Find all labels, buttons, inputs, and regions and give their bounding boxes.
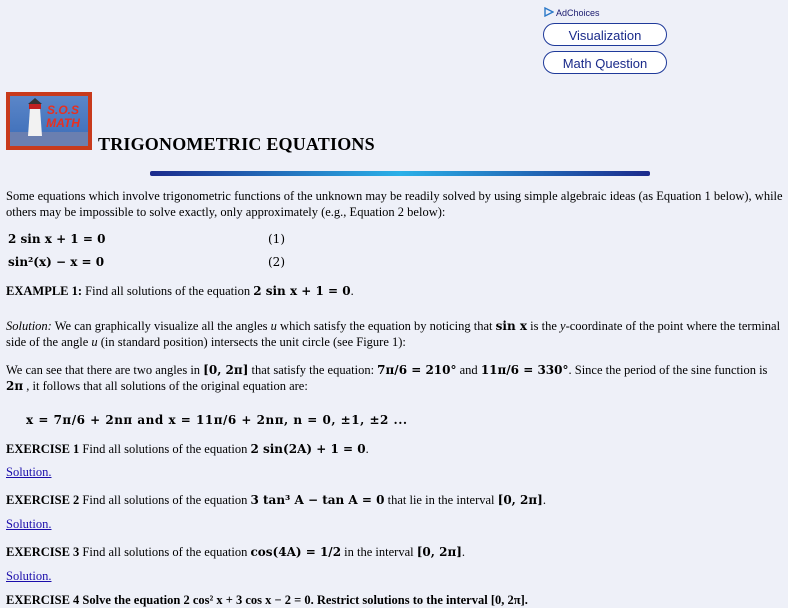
general-solution: x = 7π/6 + 2nπ and x = 11π/6 + 2nπ, n = 0, ±1, ±2 ... bbox=[26, 413, 408, 427]
math-question-button[interactable]: Math Question bbox=[543, 51, 667, 74]
exercise-2-text: that lie in the interval bbox=[387, 493, 495, 507]
exercise-3-end: . bbox=[461, 545, 466, 559]
example-1-math: 2 sin x + 1 = 0 bbox=[253, 284, 351, 298]
see-text: . Since the period of the sine function is bbox=[568, 363, 768, 377]
exercise-2-math: 3 tan³ A − tan A = 0 bbox=[250, 493, 385, 507]
solution-paragraph bbox=[6, 318, 784, 350]
see-text: that satisfy the equation: bbox=[251, 363, 375, 377]
exercise-2-text: Find all solutions of the equation bbox=[82, 493, 248, 507]
exercise-2-solution-link[interactable]: Solution. bbox=[6, 517, 52, 531]
exercise-1-text: Find all solutions of the equation bbox=[82, 442, 248, 456]
exercise-1-solution-link[interactable]: Solution. bbox=[6, 465, 52, 479]
example-1-label: EXAMPLE 1: bbox=[6, 284, 83, 298]
exercise-2-interval: [0, 2π] bbox=[497, 493, 543, 507]
see-paragraph bbox=[6, 362, 784, 394]
logo-text: S.O.S MATH bbox=[46, 103, 80, 130]
exercise-1 bbox=[6, 441, 784, 457]
example-1-text: Find all solutions of the equation bbox=[85, 284, 251, 298]
adchoices-link[interactable] bbox=[544, 7, 600, 19]
equation-1-number: (1) bbox=[268, 232, 285, 246]
exercise-4-partial: EXERCISE 4 Solve the equation 2 cos² x + 3 cos x − 2 = 0. Restrict solutions to the interval [0, 2π]. bbox=[6, 593, 528, 607]
solution-text: which satisfy the equation by noticing that bbox=[280, 319, 493, 333]
title-divider bbox=[150, 171, 650, 176]
see-text: and bbox=[459, 363, 478, 377]
solution-text: -coordinate of the point where the terminal side of the angle bbox=[6, 319, 781, 349]
solution-text: We can graphically visualize all the angles bbox=[54, 319, 268, 333]
equation-2-number: (2) bbox=[268, 255, 285, 269]
exercise-3-math: cos(4A) = 1/2 bbox=[250, 545, 342, 559]
exercise-3-solution-link[interactable]: Solution. bbox=[6, 569, 52, 583]
exercise-2-label: EXERCISE 2 bbox=[6, 493, 80, 507]
adchoices-icon bbox=[544, 7, 554, 19]
exercise-2-end: . bbox=[542, 493, 546, 507]
sos-math-logo[interactable] bbox=[6, 92, 92, 150]
example-1-end: . bbox=[350, 284, 354, 298]
see-text: We can see that there are two angles in bbox=[6, 363, 201, 377]
solution-text: (in standard position) intersects the unit circle (see Figure 1): bbox=[100, 335, 406, 349]
math-period: 2π bbox=[6, 379, 24, 393]
visualization-button[interactable]: Visualization bbox=[543, 23, 667, 46]
math-angle-2: 11π/6 = 330° bbox=[480, 363, 569, 377]
adchoices-label: AdChoices bbox=[556, 8, 600, 18]
var-u: u bbox=[270, 319, 277, 333]
equation-1: 2 sin x + 1 = 0 bbox=[8, 232, 106, 246]
intro-paragraph: Some equations which involve trigonometric functions of the unknown may be readily solved by using simple algebraic ideas (as Equation 1 below), while others may be impossible to solve exactly, only approximately (e.g., Equation 2 below): bbox=[6, 189, 783, 219]
exercise-1-math: 2 sin(2A) + 1 = 0 bbox=[250, 442, 366, 456]
solution-label: Solution: bbox=[6, 319, 52, 333]
exercise-1-end: . bbox=[365, 442, 369, 456]
exercise-1-label: EXERCISE 1 bbox=[6, 442, 80, 456]
example-1 bbox=[6, 283, 784, 299]
exercise-3-label: EXERCISE 3 bbox=[6, 545, 80, 559]
var-y: y bbox=[560, 319, 566, 333]
exercise-3-interval: [0, 2π] bbox=[416, 545, 462, 559]
exercise-2 bbox=[6, 492, 784, 508]
see-text: , it follows that all solutions of the original equation are: bbox=[26, 379, 308, 393]
solution-text: is the bbox=[530, 319, 557, 333]
page-title: TRIGONOMETRIC EQUATIONS bbox=[98, 134, 375, 154]
math-interval: [0, 2π] bbox=[203, 363, 249, 377]
exercise-3 bbox=[6, 544, 784, 560]
exercise-3-text: Find all solutions of the equation bbox=[82, 545, 248, 559]
math-sin-x: sin x bbox=[495, 319, 528, 333]
math-angle-1: 7π/6 = 210° bbox=[377, 363, 457, 377]
equation-2: sin²(x) − x = 0 bbox=[8, 255, 105, 269]
var-u: u bbox=[91, 335, 98, 349]
exercise-3-text: in the interval bbox=[344, 545, 414, 559]
